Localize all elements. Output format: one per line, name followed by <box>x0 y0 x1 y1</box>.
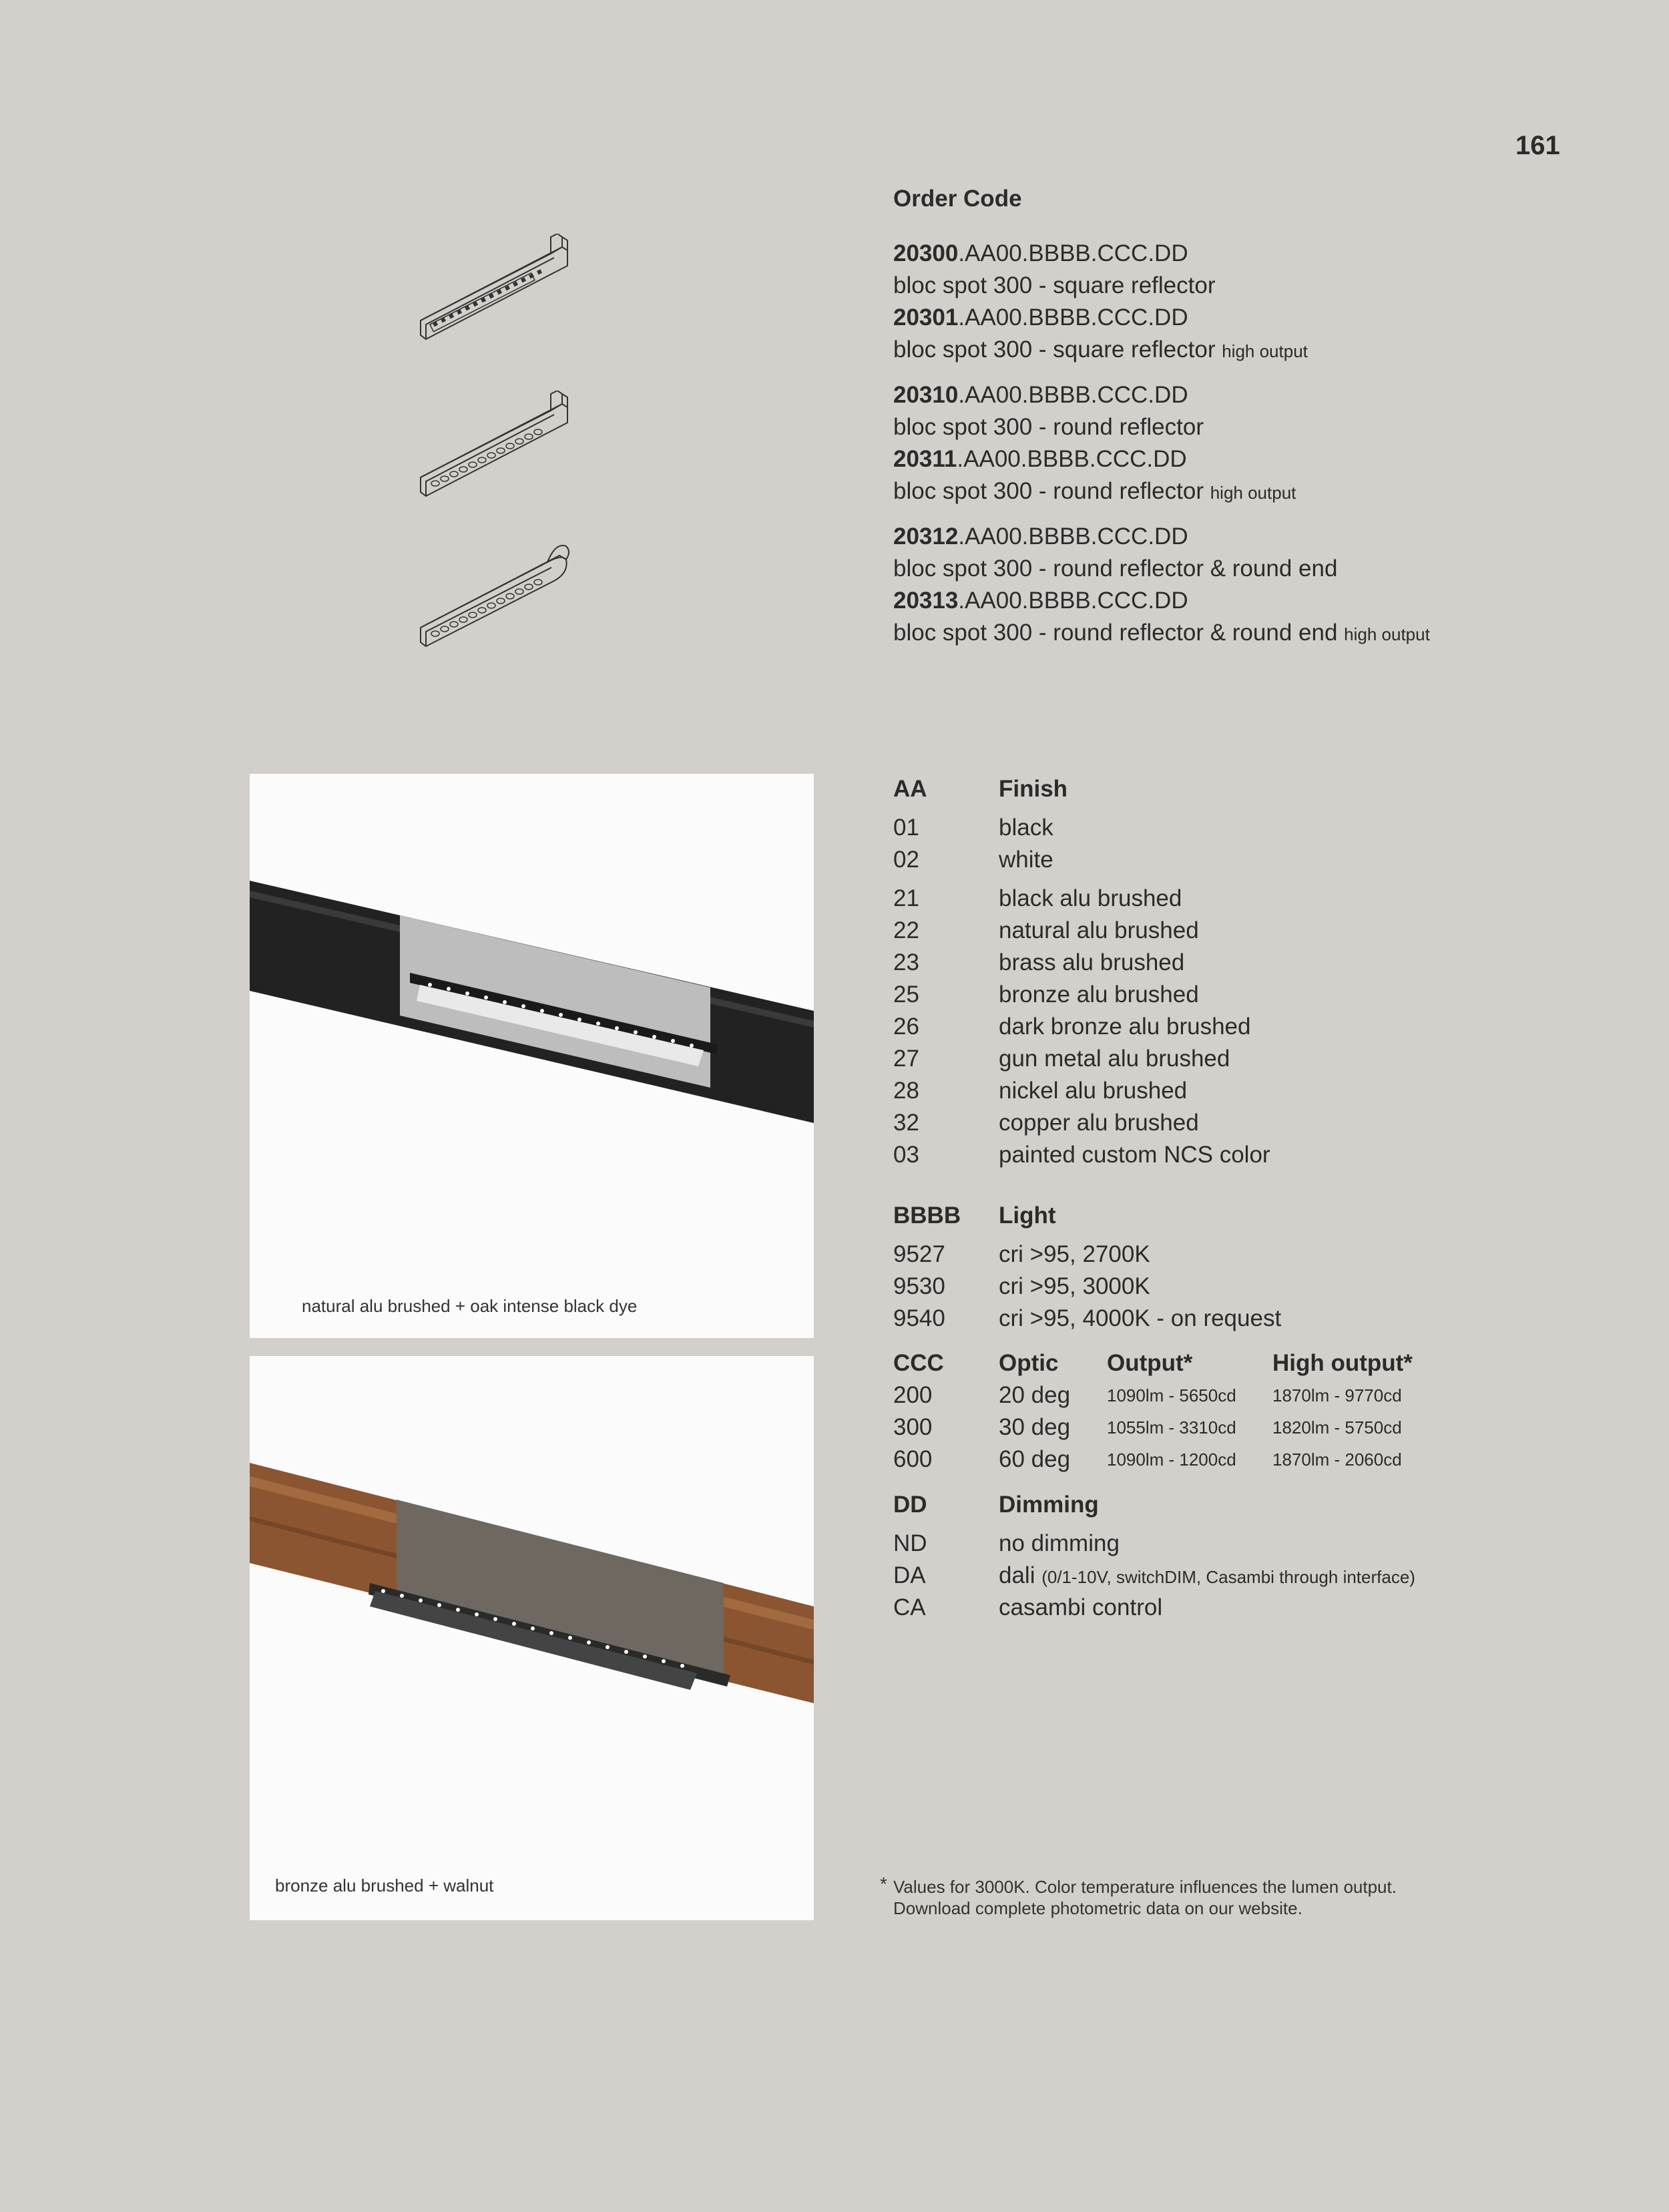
photo-natural-alu-image <box>250 774 814 1338</box>
finish-section <box>893 773 1641 1171</box>
page-number: 161 <box>1515 131 1560 160</box>
optic-angle: 30 deg <box>999 1414 1071 1440</box>
dimming-row <box>893 1592 1641 1624</box>
finish-code: 27 <box>893 1046 919 1072</box>
footnote-star: * <box>880 1873 887 1894</box>
code-suffix: .AA00.BBBB.CCC.DD <box>958 523 1188 549</box>
code-desc <box>893 617 1628 650</box>
finish-code: 28 <box>893 1078 919 1104</box>
finish-code: 03 <box>893 1142 919 1168</box>
optic-section <box>893 1347 1641 1476</box>
code-line <box>893 585 1628 617</box>
light-row <box>893 1239 1641 1271</box>
code-group-round <box>893 379 1628 509</box>
finish-code: 32 <box>893 1110 919 1136</box>
finish-label: painted custom NCS color <box>999 1142 1270 1168</box>
code-desc-text: bloc spot 300 - round reflector & round end <box>893 556 1338 582</box>
light-code: 9527 <box>893 1241 945 1267</box>
dimming-label: dali <box>999 1562 1035 1588</box>
code-desc-text: bloc spot 300 - round reflector & round end <box>893 620 1338 646</box>
finish-row <box>893 915 1641 947</box>
light-section <box>893 1200 1641 1335</box>
optic-key: CCC <box>893 1350 944 1376</box>
finish-label: gun metal alu brushed <box>999 1046 1230 1072</box>
dimming-key: DD <box>893 1492 927 1518</box>
dimming-code: ND <box>893 1530 927 1556</box>
code-desc-text: bloc spot 300 - square reflector <box>893 337 1216 363</box>
high-output-title: High output* <box>1272 1350 1413 1376</box>
dimming-code: DA <box>893 1562 926 1588</box>
order-code-title: Order Code <box>893 186 1022 212</box>
finish-row <box>893 812 1641 844</box>
dimming-row <box>893 1560 1641 1592</box>
high-output-note: high output <box>1344 624 1430 644</box>
finish-key: AA <box>893 776 927 802</box>
light-label: cri >95, 2700K <box>999 1241 1150 1267</box>
code-group-round-end <box>893 521 1628 650</box>
light-code: 9530 <box>893 1273 945 1299</box>
finish-code: 26 <box>893 1014 919 1040</box>
code-line <box>893 238 1628 270</box>
code-number: 20312 <box>893 523 959 549</box>
finish-label: brass alu brushed <box>999 949 1185 975</box>
footnote-line-2: Download complete photometric data on our website. <box>893 1898 1302 1918</box>
optic-output: 1090lm - 5650cd <box>1107 1385 1236 1405</box>
finish-row <box>893 1043 1641 1075</box>
finish-row <box>893 947 1641 979</box>
optic-output: 1090lm - 1200cd <box>1107 1450 1236 1470</box>
light-code: 9540 <box>893 1305 945 1331</box>
optic-code: 300 <box>893 1414 933 1440</box>
code-suffix: .AA00.BBBB.CCC.DD <box>958 588 1188 614</box>
photo-natural-alu <box>250 774 814 1338</box>
photo-bronze-alu <box>250 1356 814 1920</box>
optic-code: 200 <box>893 1382 933 1408</box>
finish-label: nickel alu brushed <box>999 1078 1188 1104</box>
code-desc <box>893 270 1628 302</box>
finish-row <box>893 844 1641 876</box>
optic-title: Optic <box>999 1350 1059 1376</box>
light-label: cri >95, 3000K <box>999 1273 1150 1299</box>
finish-label: dark bronze alu brushed <box>999 1014 1251 1040</box>
finish-header <box>893 773 1641 805</box>
finish-code: 25 <box>893 981 919 1008</box>
dimming-title: Dimming <box>999 1492 1099 1518</box>
finish-label: copper alu brushed <box>999 1110 1199 1136</box>
finish-title: Finish <box>999 776 1068 802</box>
finish-row <box>893 883 1641 915</box>
dimming-label: casambi control <box>999 1594 1163 1620</box>
code-number: 20300 <box>893 240 959 266</box>
output-title: Output* <box>1107 1350 1193 1376</box>
code-group-square <box>893 238 1628 367</box>
optic-angle: 20 deg <box>999 1382 1071 1408</box>
dimming-row <box>893 1528 1641 1560</box>
finish-code: 21 <box>893 885 919 911</box>
finish-code: 02 <box>893 847 919 873</box>
code-suffix: .AA00.BBBB.CCC.DD <box>958 382 1188 408</box>
photo-caption: bronze alu brushed + walnut <box>275 1875 494 1896</box>
finish-row <box>893 1107 1641 1139</box>
dimming-label: no dimming <box>999 1530 1120 1556</box>
round-end-drawing <box>414 541 574 661</box>
dimming-section <box>893 1489 1641 1624</box>
order-codes <box>893 238 1628 662</box>
light-header <box>893 1200 1641 1232</box>
finish-code: 23 <box>893 949 919 975</box>
light-key: BBBB <box>893 1202 961 1229</box>
finish-label: bronze alu brushed <box>999 981 1199 1008</box>
light-row <box>893 1303 1641 1335</box>
code-suffix: .AA00.BBBB.CCC.DD <box>958 240 1188 266</box>
code-suffix: .AA00.BBBB.CCC.DD <box>958 304 1188 330</box>
code-desc-text: bloc spot 300 - square reflector <box>893 272 1216 298</box>
code-number: 20313 <box>893 588 959 614</box>
finish-label: black alu brushed <box>999 885 1182 911</box>
optic-high-output: 1870lm - 9770cd <box>1272 1385 1402 1405</box>
finish-code: 22 <box>893 917 919 943</box>
optic-output: 1055lm - 3310cd <box>1107 1417 1236 1437</box>
high-output-note: high output <box>1222 341 1308 361</box>
dimming-code: CA <box>893 1594 926 1620</box>
finish-row <box>893 1075 1641 1107</box>
optic-code: 600 <box>893 1446 933 1472</box>
optic-angle: 60 deg <box>999 1446 1071 1472</box>
finish-row <box>893 1139 1641 1171</box>
finish-label: natural alu brushed <box>999 917 1199 943</box>
finish-label: black <box>999 815 1053 841</box>
code-line <box>893 379 1628 411</box>
finish-row <box>893 1011 1641 1043</box>
code-line <box>893 521 1628 553</box>
photo-caption: natural alu brushed + oak intense black dye <box>302 1296 638 1316</box>
code-number: 20311 <box>893 446 957 472</box>
dimming-header <box>893 1489 1641 1521</box>
code-desc-text: bloc spot 300 - round reflector <box>893 478 1204 504</box>
square-reflector-drawing <box>414 234 574 354</box>
footnote <box>880 1873 1397 1919</box>
code-line <box>893 443 1628 475</box>
optic-row <box>893 1444 1641 1476</box>
code-suffix: .AA00.BBBB.CCC.DD <box>957 446 1187 472</box>
finish-label: white <box>999 847 1053 873</box>
code-line <box>893 302 1628 334</box>
code-number: 20310 <box>893 382 959 408</box>
light-label: cri >95, 4000K - on request <box>999 1305 1282 1331</box>
optic-high-output: 1870lm - 2060cd <box>1272 1450 1402 1470</box>
code-desc-text: bloc spot 300 - round reflector <box>893 414 1204 440</box>
photo-bronze-alu-image <box>250 1356 814 1920</box>
code-desc <box>893 475 1628 509</box>
code-desc <box>893 553 1628 585</box>
finish-row <box>893 979 1641 1011</box>
optic-high-output: 1820lm - 5750cd <box>1272 1417 1402 1437</box>
dimming-note: (0/1-10V, switchDIM, Casambi through interface) <box>1041 1567 1415 1587</box>
finish-code: 01 <box>893 815 919 841</box>
footnote-line-1: Values for 3000K. Color temperature influences the lumen output. <box>893 1877 1397 1897</box>
light-row <box>893 1271 1641 1303</box>
light-title: Light <box>999 1202 1056 1229</box>
optic-header <box>893 1347 1641 1379</box>
code-number: 20301 <box>893 304 959 330</box>
code-desc <box>893 411 1628 443</box>
round-reflector-drawing <box>414 391 574 511</box>
high-output-note: high output <box>1210 483 1296 503</box>
code-desc <box>893 334 1628 367</box>
optic-row <box>893 1411 1641 1444</box>
optic-row <box>893 1379 1641 1411</box>
